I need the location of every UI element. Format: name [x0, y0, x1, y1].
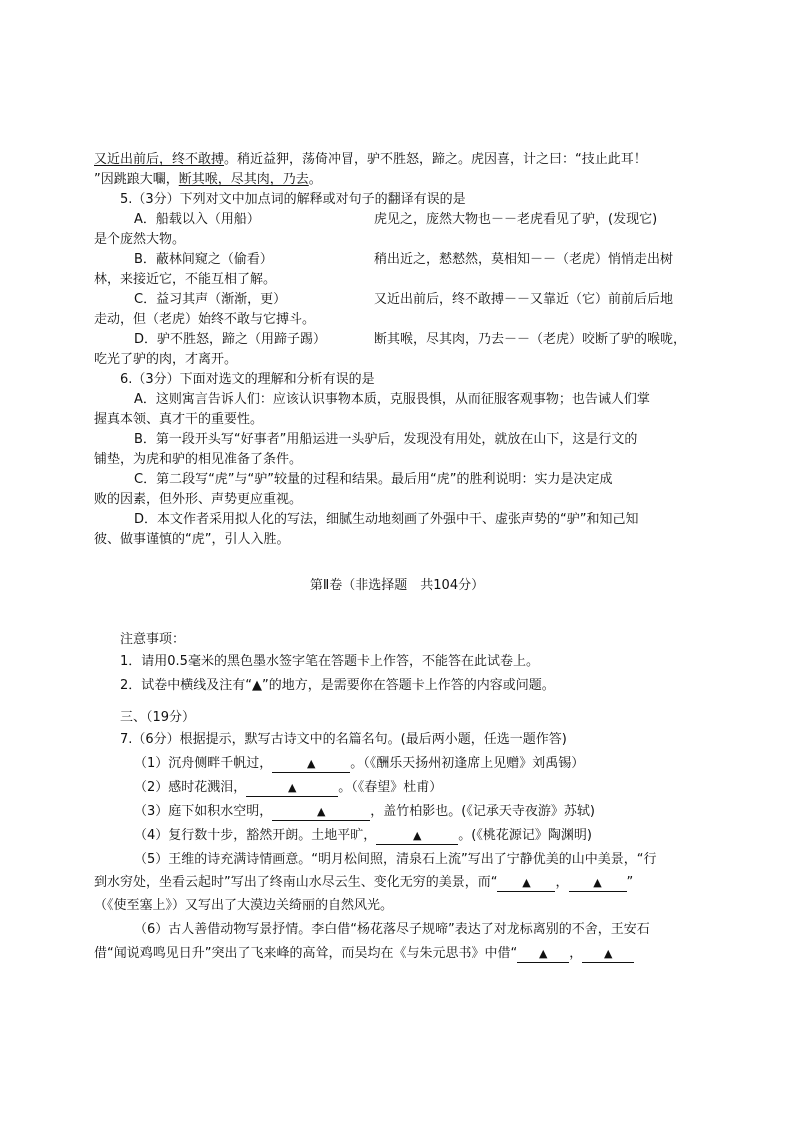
- q5-option-b-right: 稍出近之，慭慭然，莫相知－－（老虎）悄悄走出树: [374, 252, 674, 267]
- section-2-title: 第Ⅱ卷（非选择题 共104分）: [309, 578, 485, 593]
- q6-option-c-2: 败的因素，但外形、声势更应重视。: [94, 492, 303, 507]
- q7-item-3-prefix: （3）庭下如积水空明，: [134, 804, 273, 819]
- passage-text-2b: 。: [308, 172, 322, 187]
- answer-blank-3[interactable]: [272, 804, 370, 821]
- q7-item-6-line-1: （6）古人善借动物写景抒情。李白借“杨花落尽子规啼”表达了对龙标离别的不舍，王安石: [134, 922, 650, 937]
- q5-option-b-left: B．蔽林间窥之（偷看）: [134, 252, 273, 267]
- q7-item-6-mid: ，: [569, 946, 583, 961]
- answer-blank-1[interactable]: [272, 756, 350, 773]
- q7-item-4: [134, 826, 592, 846]
- q5-option-c-cont: 走动，但（老虎）始终不敢与它搏斗。: [94, 312, 316, 327]
- q5-option-d-cont: 吃光了驴的肉，才离开。: [94, 352, 238, 367]
- answer-blank-6b[interactable]: [582, 946, 634, 963]
- answer-blank-6a[interactable]: [517, 946, 569, 963]
- answer-blank-5a[interactable]: [497, 875, 555, 892]
- triangle-marker-icon: ▲: [604, 947, 613, 960]
- answer-blank-4[interactable]: [376, 828, 458, 845]
- part-3-heading: 三、（19分）: [120, 710, 196, 725]
- q7-item-5-suffix: ”: [626, 875, 634, 890]
- q7-item-1: [134, 754, 584, 774]
- q6-option-c-1: C．第二段写“虎”与“驴”较量的过程和结果。最后用“虎”的胜利说明：实力是决定成: [134, 472, 613, 487]
- q6-option-b-1: B．第一段开头写“好事者”用船运进一头驴后，发现没有用处，就放在山下，这是行文的: [134, 432, 638, 447]
- q6-option-d-1: D．本文作者采用拟人化的写法，细腻生动地刻画了外强中干、虚张声势的“驴”和知己知: [134, 512, 639, 527]
- answer-blank-2[interactable]: [246, 780, 338, 797]
- q7-item-1-suffix: 。（《酬乐天扬州初逢席上见赠》刘禹锡）: [350, 756, 585, 771]
- passage-underlined-2: 断其喉，尽其肉，乃去: [178, 172, 309, 187]
- passage-line-1: [94, 150, 647, 170]
- q7-item-4-prefix: （4）复行数十步，豁然开朗。土地平旷，: [134, 828, 377, 843]
- triangle-marker-icon: ▲: [307, 757, 316, 770]
- q5-option-d-right: 断其喉，尽其肉，乃去－－（老虎）咬断了驴的喉咙，: [374, 332, 687, 347]
- q7-item-5-line-1: （5）王维的诗充满诗情画意。“明月松间照，清泉石上流”写出了宁静优美的山中美景，“行: [134, 852, 657, 867]
- q7-item-2-suffix: 。（《春望》杜甫）: [338, 780, 443, 795]
- q7-item-2-prefix: （2）感时花溅泪，: [134, 780, 247, 795]
- q6-option-a-1: A．这则寓言告诉人们：应该认识事物本质，克服畏惧，从而征服客观事物；也告诫人们掌: [134, 392, 650, 407]
- q7-item-5-prefix: 到水穷处，坐看云起时”写出了终南山水尽云生、变化无穷的美景，而“: [94, 875, 498, 890]
- q7-stem: 7.（6分）根据提示，默写古诗文中的名篇名句。(最后两小题，任选一题作答): [120, 732, 567, 747]
- q5-stem: 5.（3分）下列对文中加点词的解释或对句子的翻译有误的是: [120, 192, 466, 207]
- triangle-marker-icon: ▲: [288, 781, 297, 794]
- notes-item-2: 2．试卷中横线及注有“▲”的地方，是需要你在答题卡上作答的内容或问题。: [120, 678, 555, 693]
- q5-option-a-right: 虎见之，庞然大物也－－老虎看见了驴，(发现它): [374, 212, 658, 227]
- passage-line-2: [94, 170, 322, 190]
- triangle-marker-icon: ▲: [593, 876, 602, 889]
- passage-underlined-1: 又近出前后，终不敢搏: [94, 152, 225, 167]
- q6-option-d-2: 彼、做事谨慎的“虎”，引人入胜。: [94, 532, 290, 547]
- q5-option-a-left: A．船载以入（用船）: [134, 212, 260, 227]
- q6-stem: 6.（3分）下面对选文的理解和分析有误的是: [120, 372, 375, 387]
- q5-option-d-left: D．驴不胜怒，蹄之（用蹄子踢）: [134, 332, 327, 347]
- triangle-marker-icon: ▲: [538, 947, 548, 960]
- q7-item-6-line-2: [94, 944, 634, 964]
- q7-item-4-suffix: 。(《桃花源记》陶渊明): [458, 828, 592, 843]
- answer-blank-5b[interactable]: [569, 875, 627, 892]
- q7-item-5-mid: ，: [555, 875, 569, 890]
- triangle-marker-icon: ▲: [317, 805, 326, 818]
- q7-item-2: [134, 778, 442, 798]
- passage-text-2a: ”因跳踉大㘚，: [94, 172, 179, 187]
- triangle-marker-icon: ▲: [413, 829, 422, 842]
- notes-item-1: 1．请用0.5毫米的黑色墨水签字笔在答题卡上作答，不能答在此试卷上。: [120, 654, 539, 669]
- q5-option-c-right: 又近出前后，终不敢搏－－又靠近（它）前前后后地: [374, 292, 674, 307]
- q7-item-6-prefix: 借“闻说鸡鸣见日升”突出了飞来峰的高耸，而吴均在《与朱元思书》中借“: [94, 946, 518, 961]
- q7-item-3: [134, 802, 595, 822]
- notes-heading: 注意事项：: [120, 632, 186, 647]
- q7-item-3-suffix: ，盖竹柏影也。(《记承天寺夜游》苏轼): [370, 804, 595, 819]
- q5-option-a-cont: 是个庞然大物。: [94, 232, 186, 247]
- passage-text-1: 。稍近益狎，荡倚冲冒，驴不胜怒，蹄之。虎因喜，计之曰：“技止此耳！: [224, 152, 647, 167]
- q6-option-b-2: 铺垫，为虎和驴的相见准备了条件。: [94, 452, 303, 467]
- q7-item-5-line-3: （《使至塞上》）又写出了大漠边关绮丽的自然风光。: [94, 898, 394, 913]
- q7-item-1-prefix: （1）沉舟侧畔千帆过，: [134, 756, 273, 771]
- q5-option-c-left: C．益习其声（渐渐，更）: [134, 292, 287, 307]
- q6-option-a-2: 握真本领、真才干的重要性。: [94, 412, 264, 427]
- q7-item-5-line-2: [94, 873, 633, 893]
- triangle-marker-icon: ▲: [522, 876, 531, 889]
- q5-option-b-cont: 林，来接近它，不能互相了解。: [94, 272, 277, 287]
